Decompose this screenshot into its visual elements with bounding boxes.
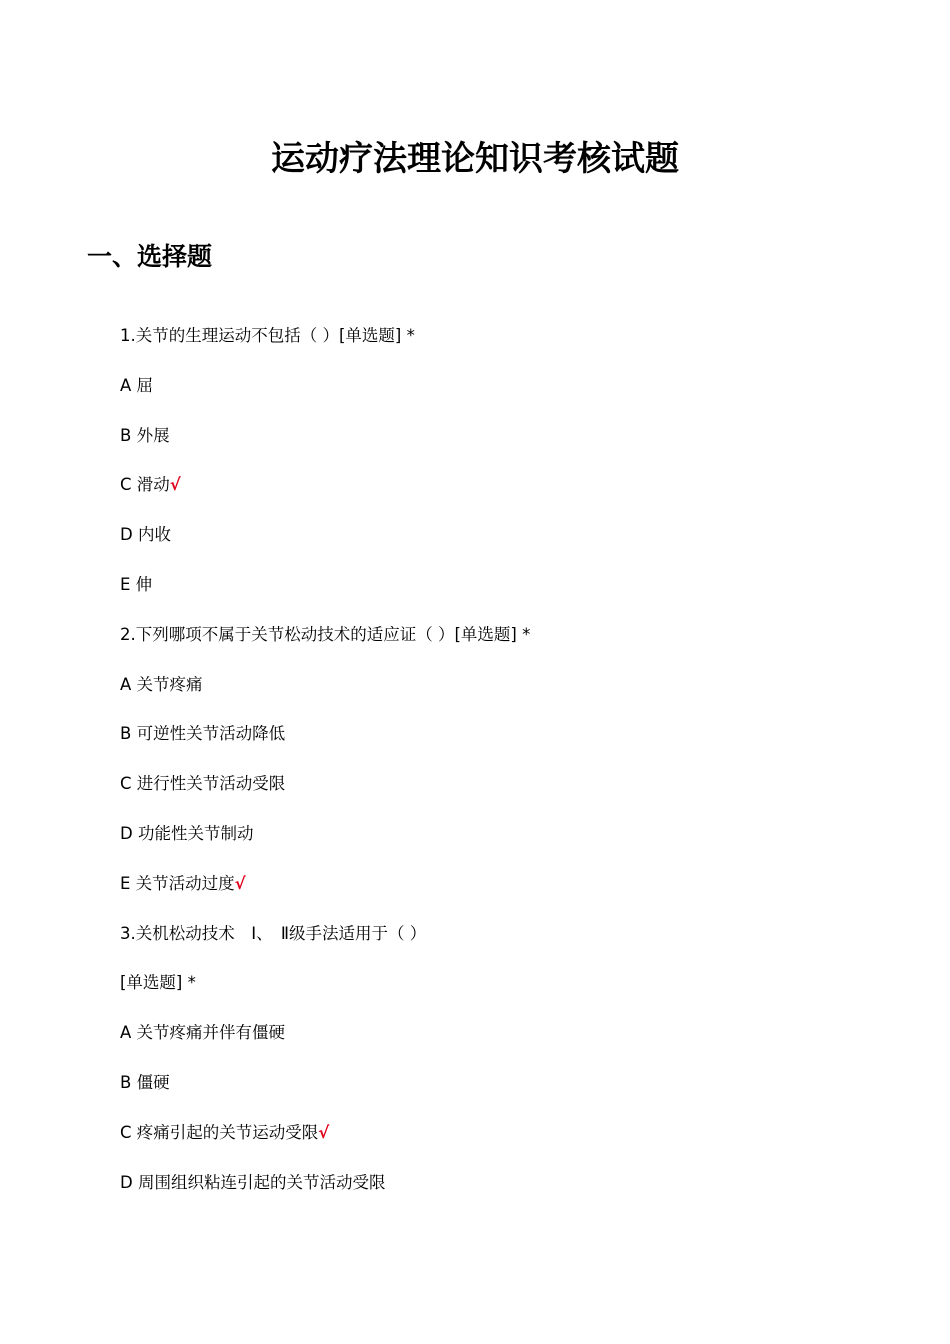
correct-answer-checkmark-icon: √ [234, 873, 246, 893]
option-line [120, 517, 900, 567]
question-text: 3.关机松动技术 Ⅰ、 Ⅱ级手法适用于（ ） [120, 923, 427, 943]
question-text: 2.下列哪项不属于关节松动技术的适应证（ ）[单选题] * [120, 624, 531, 644]
option-text: A 关节疼痛 [120, 674, 203, 694]
question-text: 1.关节的生理运动不包括（ ）[单选题] * [120, 326, 415, 345]
question-line [120, 318, 900, 368]
option-text: B 外展 [120, 425, 170, 445]
option-line [120, 866, 900, 916]
option-line [120, 1065, 900, 1115]
option-text: C 滑动 [120, 475, 170, 495]
option-text: B 僵硬 [120, 1072, 170, 1092]
option-line [120, 567, 900, 617]
option-text: E 关节活动过度 [120, 873, 235, 893]
option-line [120, 1115, 900, 1165]
option-text: C 进行性关节活动受限 [120, 774, 286, 794]
option-text: D 周围组织粘连引起的关节活动受限 [120, 1172, 386, 1192]
question-line [120, 916, 900, 966]
correct-answer-checkmark-icon: √ [169, 475, 181, 495]
question-list [120, 318, 900, 1214]
option-text: C 疼痛引起的关节运动受限 [120, 1122, 319, 1142]
section-heading: 一、选择题 [87, 242, 213, 271]
option-text: A 关节疼痛并伴有僵硬 [120, 1023, 286, 1043]
option-line [120, 766, 900, 816]
question-line [120, 617, 900, 667]
option-line [120, 467, 900, 517]
option-line [120, 667, 900, 717]
option-line [120, 716, 900, 766]
option-text: A 屈 [120, 375, 154, 395]
option-line [120, 1165, 900, 1215]
option-text: B 可逆性关节活动降低 [120, 724, 286, 744]
option-line [120, 816, 900, 866]
option-line [120, 368, 900, 418]
option-text: D 内收 [120, 525, 171, 545]
option-line [120, 418, 900, 468]
correct-answer-checkmark-icon: √ [318, 1122, 330, 1142]
page-title: 运动疗法理论知识考核试题 [271, 139, 679, 179]
question-text: [单选题] * [120, 973, 196, 993]
option-text: E 伸 [120, 574, 153, 594]
question-line [120, 965, 900, 1015]
option-line [120, 1015, 900, 1065]
option-text: D 功能性关节制动 [120, 823, 254, 843]
